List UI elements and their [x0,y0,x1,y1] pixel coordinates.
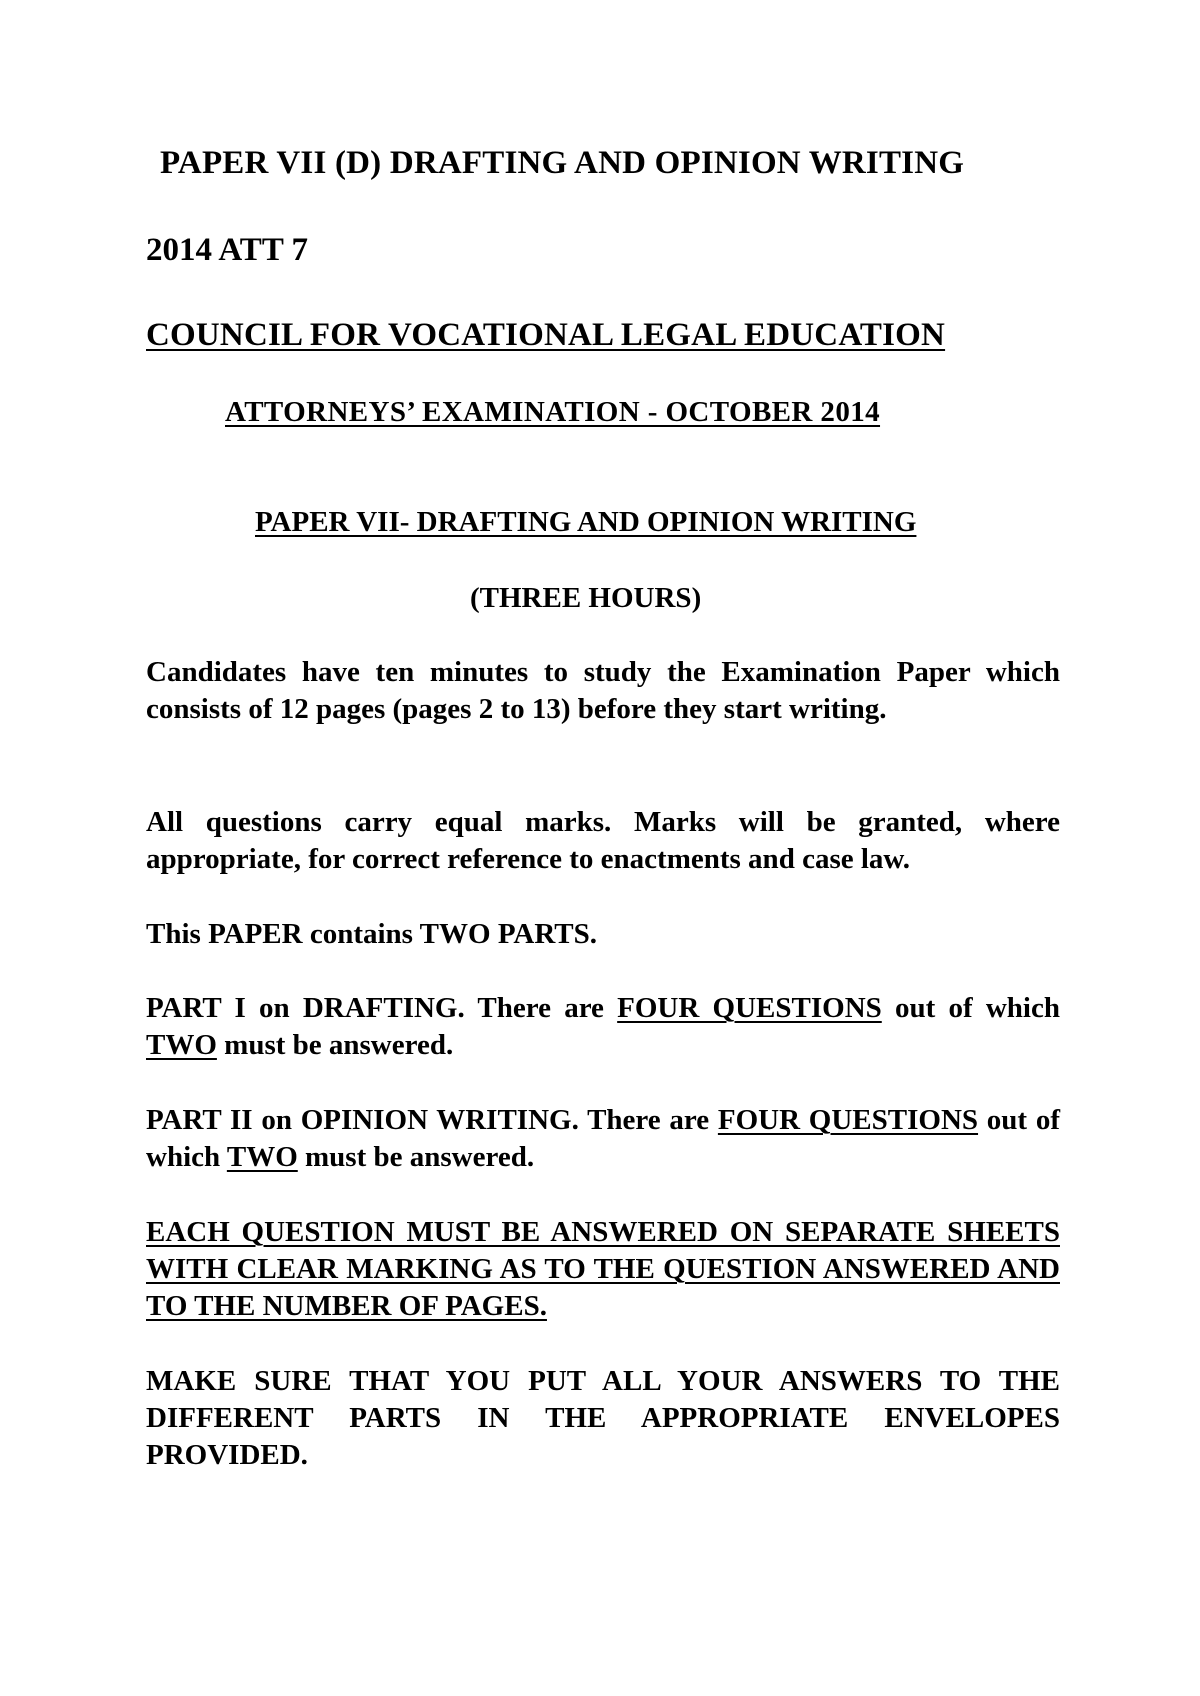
part-two-questions: FOUR QUESTIONS [717,1104,979,1136]
part-one-middle: out of which [881,992,1060,1024]
part-two-end: must be answered. [297,1141,535,1173]
paper-title: PAPER VII- DRAFTING AND OPINION WRITING [255,506,917,538]
council-name: COUNCIL FOR VOCATIONAL LEGAL EDUCATION [146,317,946,353]
paper-code: 2014 ATT 7 [146,232,308,268]
study-time-instruction: Candidates have ten minutes to study the Examination Paper which consists of 12 pages (pages 2 to 13) before they start writing. [146,656,1060,725]
part-two-middle: out of which [146,1104,1061,1173]
marks-instruction: All questions carry equal marks. Marks will be granted, where appropriate, for correct reference to enactments and case law. [146,806,1060,875]
part-two-instruction [146,1102,1060,1176]
separate-sheets-instruction: EACH QUESTION MUST BE ANSWERED ON SEPARATE SHEETS WITH CLEAR MARKING AS TO THE QUESTION ANSWERED AND TO THE NUMBER OF PAGES. [146,1216,1060,1322]
part-one-count: TWO [146,1029,217,1061]
envelopes-instruction: MAKE SURE THAT YOU PUT ALL YOUR ANSWERS TO THE DIFFERENT PARTS IN THE APPROPRIATE ENVELOPES PROVIDED. [146,1365,1060,1471]
part-one-end: must be answered. [216,1029,454,1061]
part-two-intro: PART II on OPINION WRITING. There are [146,1104,718,1136]
part-one-instruction [146,990,1060,1064]
part-two-count: TWO [226,1141,298,1173]
part-one-intro: PART I on DRAFTING. There are [146,992,618,1024]
exam-title: ATTORNEYS’ EXAMINATION - OCTOBER 2014 [225,396,881,428]
paper-heading: PAPER VII (D) DRAFTING AND OPINION WRITING [160,145,965,181]
paper-structure-note: This PAPER contains TWO PARTS. [146,918,597,950]
part-one-questions: FOUR QUESTIONS [617,992,882,1024]
exam-duration: (THREE HOURS) [470,582,702,614]
